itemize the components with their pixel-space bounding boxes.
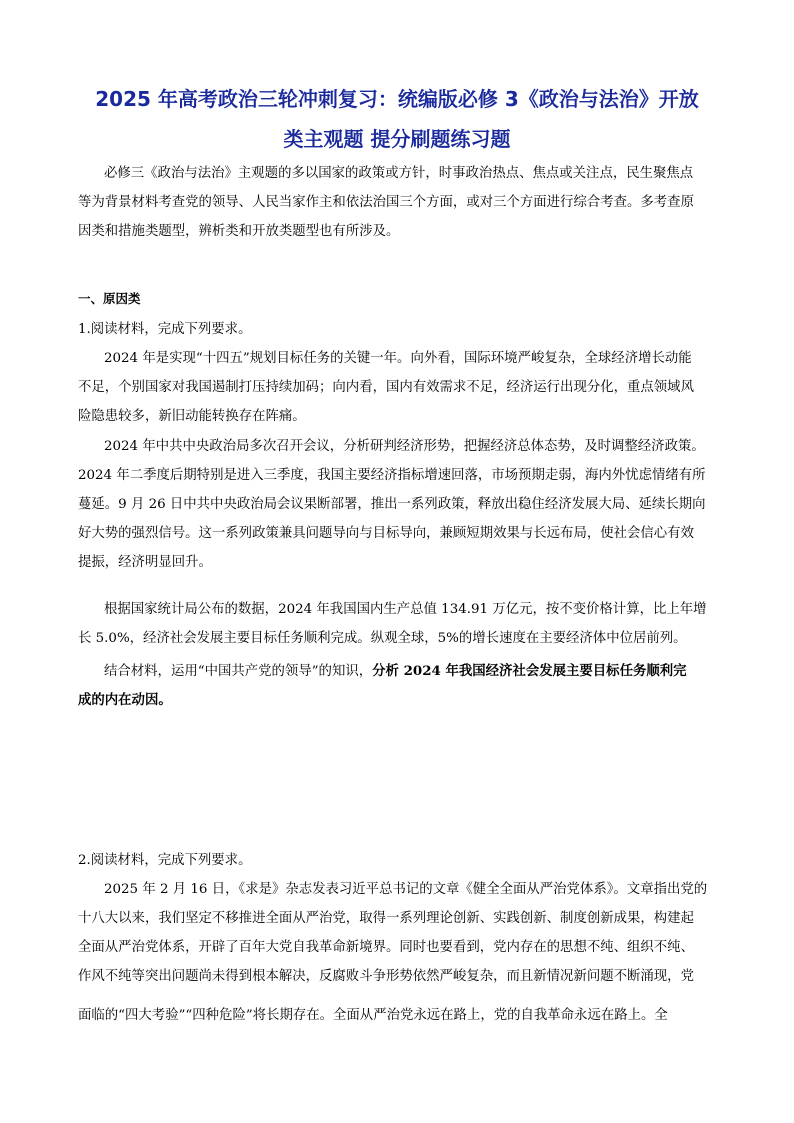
q2-para1-line: 2025 年 2 月 16 日，《求是》杂志发表习近平总书记的文章《健全全面从严治党体系》。文章指出党的 [104, 882, 708, 897]
q1-para1-line: 2024 年是实现“十四五”规划目标任务的关键一年。向外看，国际环境严峻复杂，全球经济增长动能 [104, 351, 692, 366]
q1-question-bold-line: 成的内在动因。 [78, 692, 172, 708]
q1-question-line [104, 661, 728, 682]
q1-para2-line: 提振，经济明显回升。 [78, 555, 212, 570]
q1-para2-line: 好大势的强烈信号。这一系列政策兼具问题导向与目标导向，兼顾短期效果与长远布局，使社会信心有效 [78, 526, 694, 541]
q1-para3-line: 根据国家统计局公布的数据，2024 年我国国内生产总值 134.91 万亿元，按不变价格计算，比上年增 [104, 602, 707, 617]
document-title-line-1: 2025 年高考政治三轮冲刺复习：统编版必修 3《政治与法治》开放 [95, 87, 699, 111]
q2-para1-line: 全面从严治党体系，开辟了百年大党自我革命新境界。同时也要看到，党内存在的思想不纯、组织不纯、 [78, 940, 694, 955]
q1-question-text: 结合材料，运用“中国共产党的领导”的知识， [104, 664, 373, 679]
q1-para3-line: 长 5.0%，经济社会发展主要目标任务顺利完成。纵观全球，5%的增长速度在主要经济体中位居前列。 [78, 631, 687, 646]
q2-para1-line: 十八大以来，我们坚定不移推进全面从严治党，取得一系列理论创新、实践创新、制度创新成果，构建起 [78, 911, 694, 926]
q1-question-bold-text: 分析 2024 年我国经济社会发展主要目标任务顺利完 [372, 663, 687, 679]
question-1-prompt: 1.阅读材料，完成下列要求。 [78, 322, 252, 337]
q1-para2-line: 2024 年二季度后期特别是进入三季度，我国主要经济指标增速回落，市场预期走弱，海内外忧虑情绪有所 [78, 468, 706, 483]
intro-line: 必修三《政治与法治》主观题的多以国家的政策或方针，时事政治热点、焦点或关注点，民生聚焦点 [104, 166, 694, 181]
document-title-line-2: 类主观题 提分刷题练习题 [283, 127, 511, 151]
q2-para1-line: 面临的“四大考验”“四种危险”将长期存在。全面从严治党永远在路上，党的自我革命永远在路上。全 [78, 1008, 668, 1023]
intro-line: 因类和措施类题型，辨析类和开放类题型也有所涉及。 [78, 224, 400, 239]
intro-line: 等为背景材料考查党的领导、人民当家作主和依法治国三个方面，或对三个方面进行综合考查。多考查原 [78, 195, 694, 210]
q1-para1-line: 险隐患较多，新旧动能转换存在阵痛。 [78, 409, 306, 424]
q1-para2-line: 2024 年中共中央政治局多次召开会议，分析研判经济形势，把握经济总体态势，及时调整经济政策。 [104, 439, 705, 454]
question-2-prompt: 2.阅读材料，完成下列要求。 [78, 853, 252, 868]
q1-para2-line: 蔓延。9 月 26 日中共中央政治局会议果断部署，推出一系列政策，释放出稳住经济发展大局、延续长期向 [78, 497, 706, 512]
q2-para1-line: 作风不纯等突出问题尚未得到根本解决，反腐败斗争形势依然严峻复杂，而且新情况新问题不断涌现，党 [78, 969, 694, 984]
section-heading: 一、原因类 [78, 291, 141, 306]
q1-para1-line: 不足，个别国家对我国遏制打压持续加码；向内看，国内有效需求不足，经济运行出现分化，重点领域风 [78, 380, 694, 395]
